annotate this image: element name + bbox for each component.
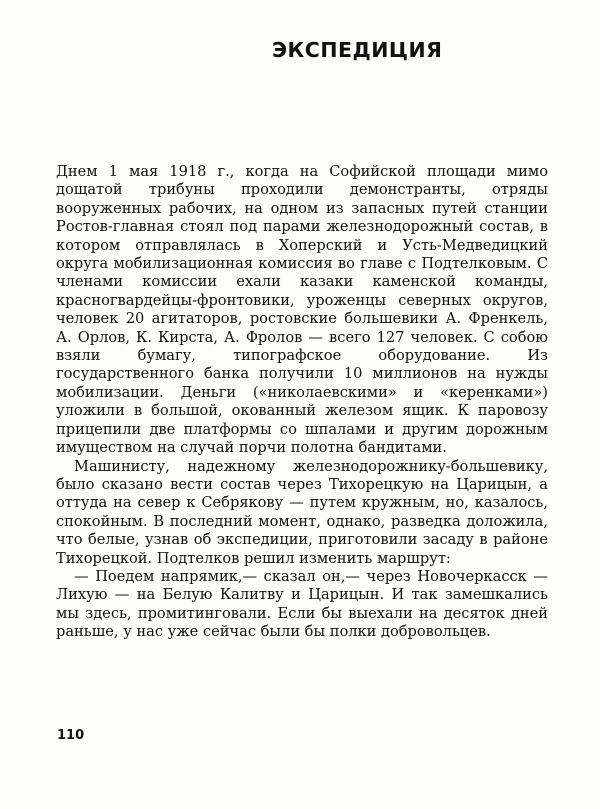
chapter-title: ЭКСПЕДИЦИЯ xyxy=(272,38,443,62)
body-text xyxy=(56,163,548,642)
page-number: 110 xyxy=(57,728,85,743)
paragraph-3: — Поедем напрямик,— сказал он,— через Новочеркасск — Лихую — на Белую Калитву и Царицын. И так замешкались мы здесь, промитинговали. Если бы выехали на десяток дней раньше, у нас уже сейчас были бы полки добровольцев. xyxy=(56,567,548,641)
paragraph-2: Машинисту, надежному железнодорожнику-большевику, было сказано вести состав через Тихорецкую на Царицын, а оттуда на север к Себрякову — путем кружным, но, казалось, спокойным. В последний момент, однако, разведка доложила, что белые, узнав об экспедиции, приготовили засаду в районе Тихорецкой. Подтелков решил изменить маршрут: xyxy=(56,457,548,567)
paragraph-1: Днем 1 мая 1918 г., когда на Софийской площади мимо дощатой трибуны проходили демонстранты, отряды вооруженных рабочих, на одном из запасных путей станции Ростов-главная стоял под парами железнодорожный состав, в котором отправлялась в Хоперский и Усть-Медведицкий округа мобилизационная комиссия во главе с Подтелковым. С членами комиссии ехали казаки каменской команды, красногвардейцы-фронтовики, уроженцы северных округов, человек 20 агитаторов, ростовские большевики А. Френкель, А. Орлов, К. Кирста, А. Фролов — всего 127 человек. С собою взяли бумагу, типографское оборудование. Из государственного банка получили 10 миллионов на нужды мобилизации. Деньги («николаевскими» и «керенками») уложили в большой, окованный железом ящик. К паровозу прицепили две платформы со шпалами и другим дорожным имуществом на случай порчи полотна бандитами. xyxy=(56,163,548,457)
